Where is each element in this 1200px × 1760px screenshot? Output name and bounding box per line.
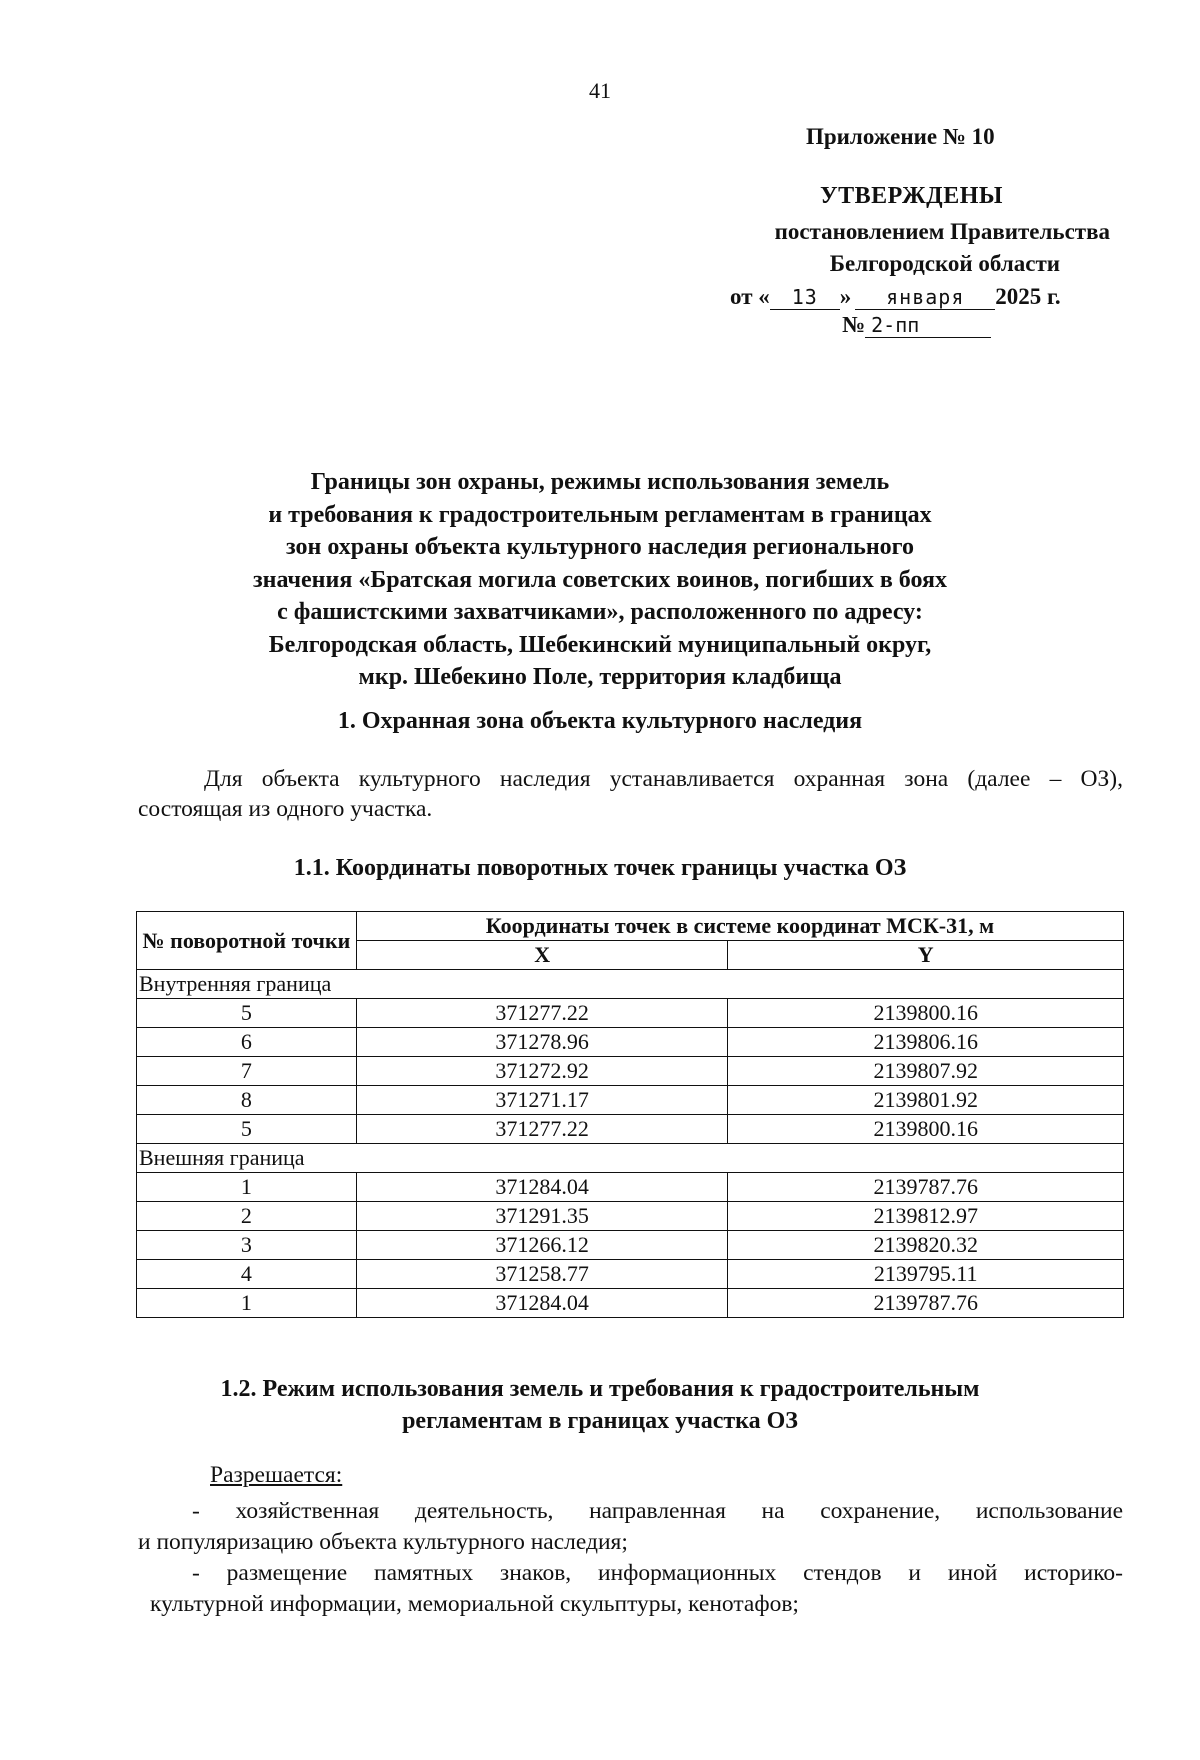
table-row xyxy=(137,1086,1124,1115)
coord-y: 2139812.97 xyxy=(728,1202,1124,1231)
coord-y: 2139800.16 xyxy=(728,999,1124,1028)
list-item-continuation: и популяризацию объекта культурного наследия; xyxy=(138,1529,628,1555)
table-row xyxy=(137,999,1124,1028)
allowed-list xyxy=(138,1496,1123,1620)
table-row xyxy=(137,1202,1124,1231)
coord-y: 2139800.16 xyxy=(728,1115,1124,1144)
coord-y: 2139820.32 xyxy=(728,1231,1124,1260)
list-item: - хозяйственная деятельность, направленная на сохранение, использование xyxy=(192,1498,1123,1524)
coord-x: 371258.77 xyxy=(356,1260,728,1289)
coord-y: 2139787.76 xyxy=(728,1173,1124,1202)
point-number: 1 xyxy=(137,1173,357,1202)
appendix-label: Приложение № 10 xyxy=(806,124,995,149)
table-row xyxy=(137,1057,1124,1086)
coord-x: 371266.12 xyxy=(356,1231,728,1260)
title-line: мкр. Шебекино Поле, территория кладбища xyxy=(358,664,842,690)
section-1-paragraph xyxy=(138,764,1123,824)
coordinates-table xyxy=(136,911,1124,1318)
coord-y: 2139795.11 xyxy=(728,1260,1124,1289)
title-line: Белгородская область, Шебекинский муниципальный округ, xyxy=(268,631,932,658)
coord-y: 2139801.92 xyxy=(728,1086,1124,1115)
heading-line: 1.2. Режим использования земель и требования к градостроительным xyxy=(220,1376,980,1402)
coord-x: 371277.22 xyxy=(356,1115,728,1144)
header-x: X xyxy=(356,941,728,970)
table-row xyxy=(137,1115,1124,1144)
section-1-heading: 1. Охранная зона объекта культурного наследия xyxy=(337,708,863,734)
coord-x: 371271.17 xyxy=(356,1086,728,1115)
date-mid: » xyxy=(839,284,852,309)
coord-x: 371272.92 xyxy=(356,1057,728,1086)
coord-x: 371278.96 xyxy=(356,1028,728,1057)
approval-number xyxy=(842,312,991,338)
document-title xyxy=(0,466,1200,694)
point-number: 3 xyxy=(137,1231,357,1260)
date-day: 13 xyxy=(770,285,840,310)
paragraph-line: состоящая из одного участка. xyxy=(138,796,433,822)
point-number: 4 xyxy=(137,1260,357,1289)
date-month: января xyxy=(855,285,995,310)
table-row xyxy=(137,1289,1124,1318)
point-number: 5 xyxy=(137,1115,357,1144)
point-number: 1 xyxy=(137,1289,357,1318)
date-prefix: от « xyxy=(730,284,770,309)
approved-heading: УТВЕРЖДЕНЫ xyxy=(820,183,1003,209)
point-number: 5 xyxy=(137,999,357,1028)
heading-line: регламентам в границах участка ОЗ xyxy=(402,1408,798,1434)
coord-y: 2139806.16 xyxy=(728,1028,1124,1057)
coord-y: 2139807.92 xyxy=(728,1057,1124,1086)
title-line: Границы зон охраны, режимы использования земель xyxy=(310,469,890,495)
list-item-continuation: культурной информации, мемориальной скульптуры, кенотафов; xyxy=(150,1591,799,1617)
table-row xyxy=(137,1260,1124,1289)
point-number: 7 xyxy=(137,1057,357,1086)
table-row xyxy=(137,1173,1124,1202)
title-line: и требования к градостроительным регламентам в границах xyxy=(268,501,932,528)
coord-y: 2139787.76 xyxy=(728,1289,1124,1318)
region-line: Белгородской области xyxy=(829,251,1060,276)
header-coordinates: Координаты точек в системе координат МСК-31, м xyxy=(356,912,1123,941)
number-value: 2-пп xyxy=(865,313,991,338)
group-label-outer: Внешняя граница xyxy=(137,1144,357,1173)
coord-x: 371284.04 xyxy=(356,1173,728,1202)
header-y: Y xyxy=(728,941,1124,970)
point-number: 6 xyxy=(137,1028,357,1057)
group-row xyxy=(137,1144,1124,1173)
table-row xyxy=(137,1231,1124,1260)
group-row xyxy=(137,970,1124,999)
coord-x: 371277.22 xyxy=(356,999,728,1028)
paragraph-line: Для объекта культурного наследия устанавливается охранная зона (далее – ОЗ), xyxy=(204,766,1123,792)
coord-x: 371291.35 xyxy=(356,1202,728,1231)
title-line: зон охраны объекта культурного наследия регионального xyxy=(286,534,914,560)
table-row xyxy=(137,1028,1124,1057)
point-number: 8 xyxy=(137,1086,357,1115)
subsection-1-1-heading: 1.1. Координаты поворотных точек границы участка ОЗ xyxy=(293,855,907,881)
header-point-number: № поворотной точки xyxy=(137,912,357,970)
page-number: 41 xyxy=(589,78,611,103)
title-line: значения «Братская могила советских воинов, погибших в боях xyxy=(252,566,948,593)
approval-date xyxy=(730,284,1061,310)
title-line: с фашистскими захватчиками», расположенного по адресу: xyxy=(277,599,923,625)
subsection-1-2-heading xyxy=(0,1373,1200,1437)
list-item: - размещение памятных знаков, информационных стендов и иной историко- xyxy=(192,1560,1123,1586)
group-label-inner: Внутренняя граница xyxy=(137,970,357,999)
number-prefix: № xyxy=(842,312,866,337)
allowed-label: Разрешается: xyxy=(210,1462,343,1488)
date-year: 2025 г. xyxy=(995,284,1061,309)
resolution-line: постановлением Правительства xyxy=(774,219,1110,244)
coord-x: 371284.04 xyxy=(356,1289,728,1318)
point-number: 2 xyxy=(137,1202,357,1231)
